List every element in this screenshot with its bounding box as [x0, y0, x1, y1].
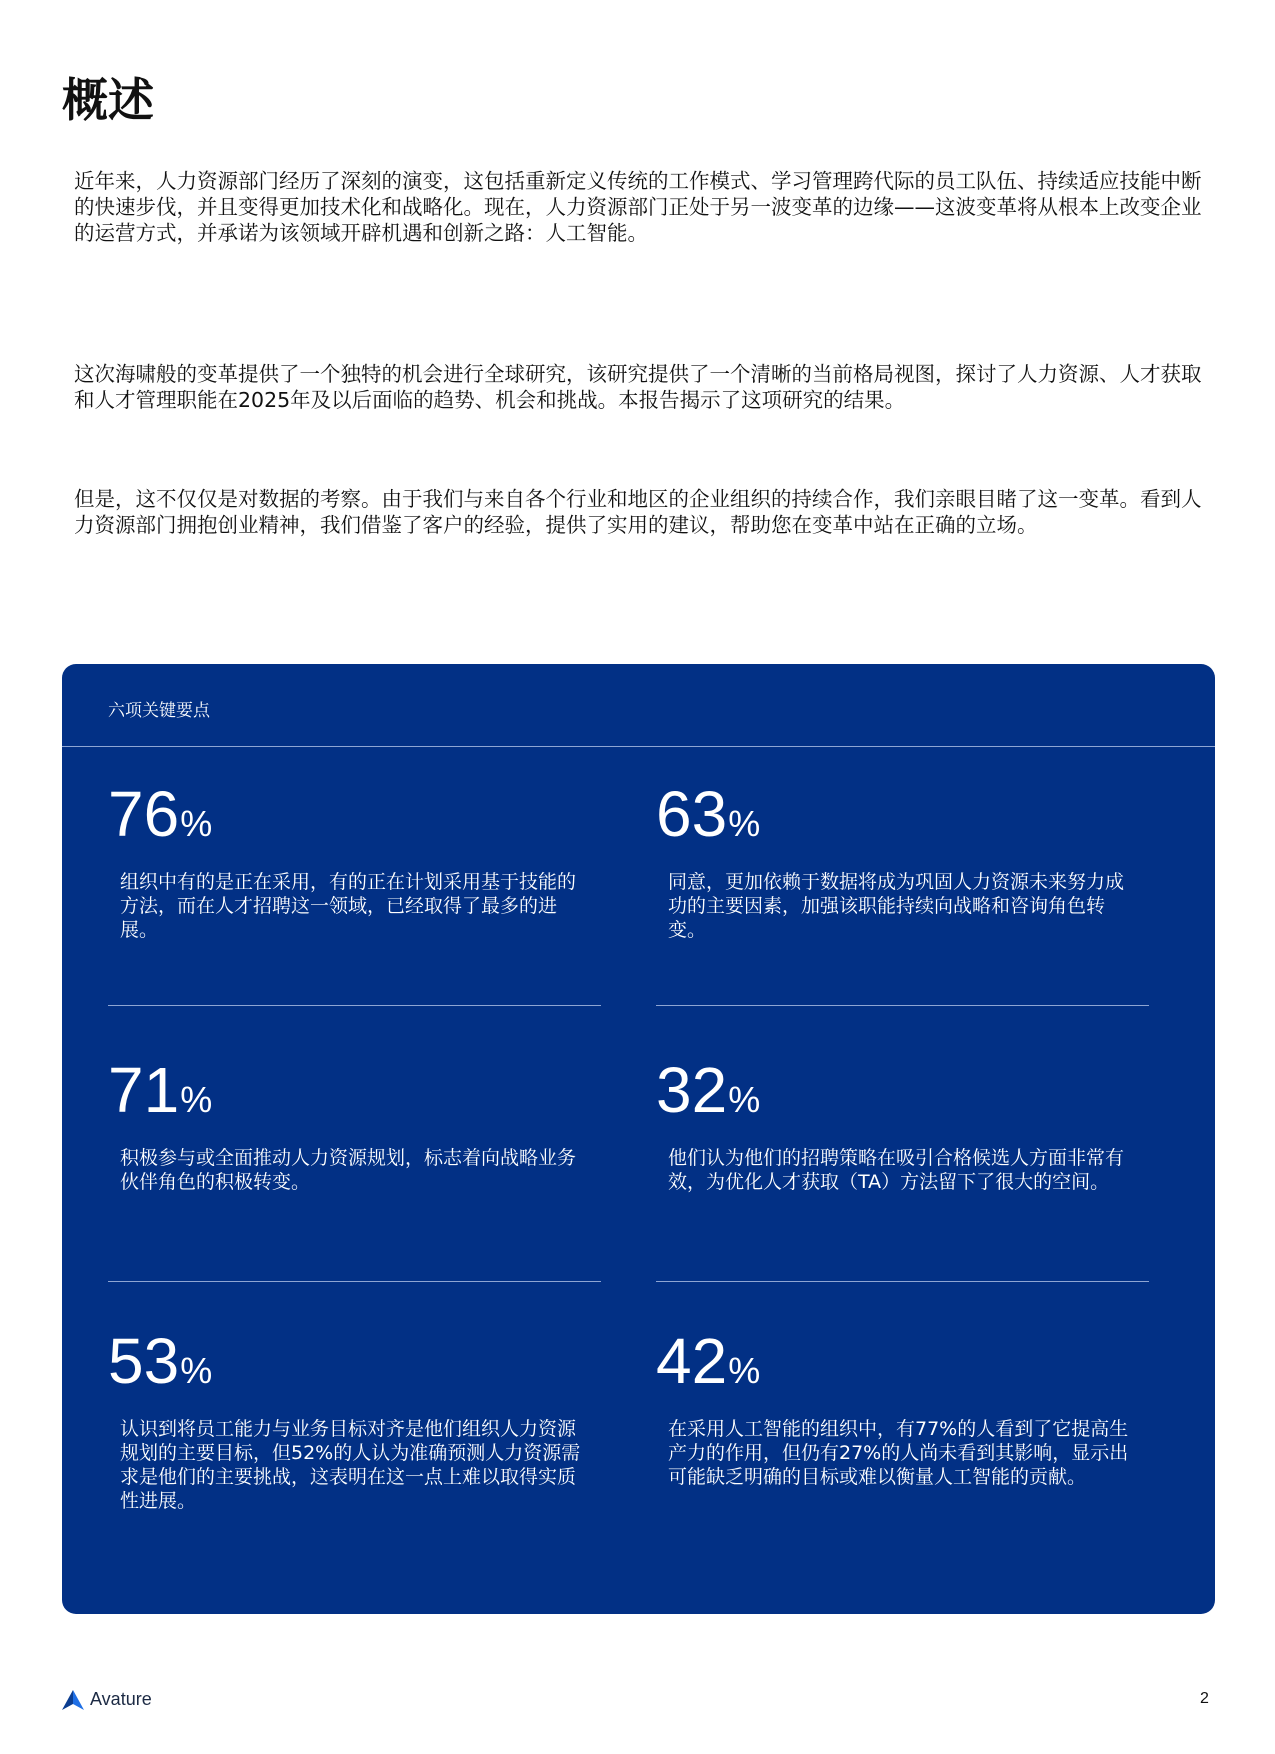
- stat-unit: %: [180, 1350, 213, 1391]
- stat-number: 71: [108, 1054, 180, 1126]
- stat-description: 组织中有的是正在采用，有的正在计划采用基于技能的方法，而在人才招聘这一领域，已经取得了最多的进展。: [120, 871, 577, 941]
- stat-unit: %: [728, 1350, 761, 1391]
- brand-logo: [62, 1689, 152, 1710]
- key-point-5: [108, 1325, 603, 1513]
- panel-header-divider: [62, 746, 1215, 747]
- stat-value: [108, 1054, 603, 1126]
- stat-description: 认识到将员工能力与业务目标对齐是他们组织人力资源规划的主要目标，但52%的人认为准确预测人力资源需求是他们的主要挑战，这表明在这一点上难以取得实质性进展。: [120, 1418, 581, 1512]
- stat-value: [656, 1325, 1151, 1397]
- intro-paragraph-1: 近年来，人力资源部门经历了深刻的演变，这包括重新定义传统的工作模式、学习管理跨代际的员工队伍、持续适应技能中断的快速步伐，并且变得更加技术化和战略化。现在，人力资源部门正处于另一波变革的边缘——这波变革将从根本上改变企业的运营方式，并承诺为该领域开辟机遇和创新之路：人工智能。: [74, 169, 1202, 245]
- stat-number: 76: [108, 778, 180, 850]
- avature-logo-icon: [62, 1690, 84, 1710]
- stat-description: 同意，更加依赖于数据将成为巩固人力资源未来努力成功的主要因素，加强该职能持续向战略和咨询角色转变。: [668, 871, 1125, 941]
- intro-paragraph-2: 这次海啸般的变革提供了一个独特的机会进行全球研究，该研究提供了一个清晰的当前格局视图，探讨了人力资源、人才获取和人才管理职能在2025年及以后面临的趋势、机会和挑战。本报告揭示了这项研究的结果。: [74, 362, 1202, 412]
- intro-paragraph-3: 但是，这不仅仅是对数据的考察。由于我们与来自各个行业和地区的企业组织的持续合作，我们亲眼目睹了这一变革。看到人力资源部门拥抱创业精神，我们借鉴了客户的经验，提供了实用的建议，帮助您在变革中站在正确的立场。: [74, 487, 1202, 537]
- key-point-1: [108, 778, 603, 942]
- row-divider: [108, 1005, 601, 1006]
- stat-value: [108, 1325, 603, 1397]
- stat-value: [656, 778, 1151, 850]
- stat-number: 63: [656, 778, 728, 850]
- stat-unit: %: [180, 1079, 213, 1120]
- row-divider: [108, 1281, 601, 1282]
- row-divider: [656, 1005, 1149, 1006]
- page-title: 概述: [62, 73, 154, 127]
- stat-unit: %: [728, 1079, 761, 1120]
- key-points-heading: 六项关键要点: [108, 701, 210, 721]
- stat-unit: %: [180, 803, 213, 844]
- brand-name: Avature: [90, 1689, 152, 1709]
- key-point-3: [108, 1054, 603, 1194]
- key-point-4: [656, 1054, 1151, 1194]
- stat-description: 积极参与或全面推动人力资源规划，标志着向战略业务伙伴角色的积极转变。: [120, 1147, 577, 1193]
- stat-number: 53: [108, 1325, 180, 1397]
- stat-description: 在采用人工智能的组织中，有77%的人看到了它提高生产力的作用，但仍有27%的人尚未看到其影响，显示出可能缺乏明确的目标或难以衡量人工智能的贡献。: [668, 1418, 1129, 1488]
- stat-number: 32: [656, 1054, 728, 1126]
- stat-value: [656, 1054, 1151, 1126]
- stat-value: [108, 778, 603, 850]
- stat-description: 他们认为他们的招聘策略在吸引合格候选人方面非常有效，为优化人才获取（TA）方法留下了很大的空间。: [668, 1147, 1125, 1193]
- key-points-panel: [62, 664, 1215, 1614]
- key-point-2: [656, 778, 1151, 942]
- stat-number: 42: [656, 1325, 728, 1397]
- row-divider: [656, 1281, 1149, 1282]
- stat-unit: %: [728, 803, 761, 844]
- page-number: 2: [1200, 1690, 1209, 1707]
- key-point-6: [656, 1325, 1151, 1489]
